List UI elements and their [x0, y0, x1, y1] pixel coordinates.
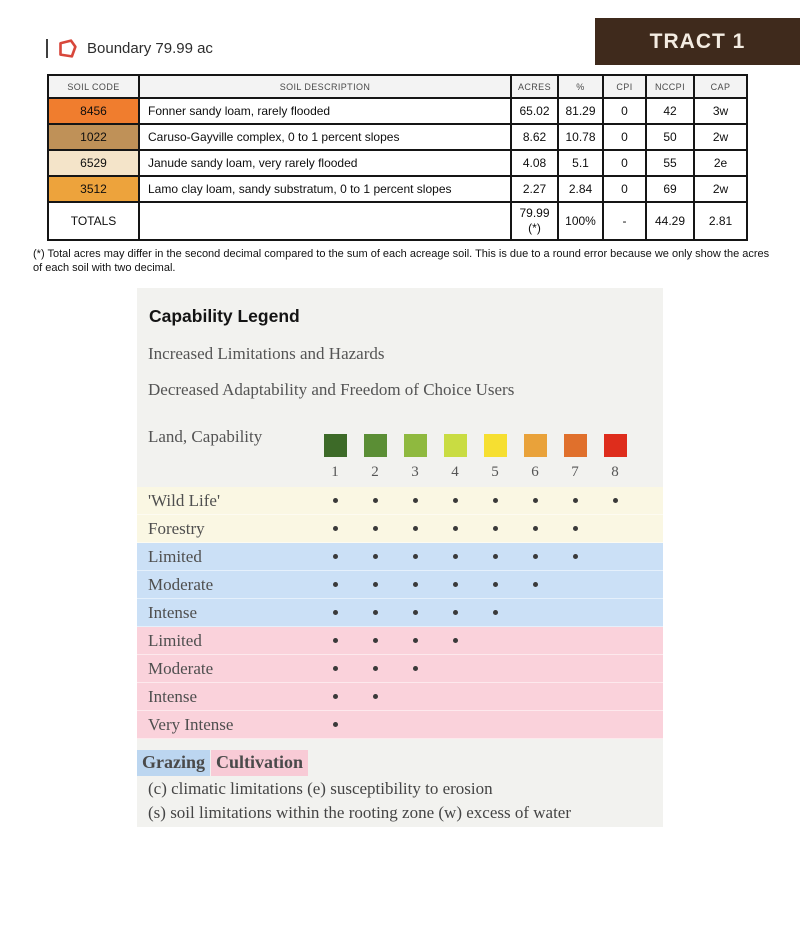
capability-dot — [413, 554, 418, 559]
header-percent: % — [558, 75, 603, 98]
cap-cell: 3w — [694, 98, 747, 124]
legend-subtitle-limitations: Increased Limitations and Hazards — [148, 344, 385, 363]
capability-dot — [333, 694, 338, 699]
dot-cell — [475, 638, 515, 643]
capability-dot — [333, 498, 338, 503]
legend-row — [137, 571, 663, 599]
capability-dot — [533, 526, 538, 531]
header-cap: CAP — [694, 75, 747, 98]
class-number-label: 3 — [411, 463, 419, 480]
dot-cell — [315, 582, 355, 587]
legend-row-dots — [315, 526, 635, 531]
percent-cell: 10.78 — [558, 124, 603, 150]
legend-row-label: Forestry — [148, 518, 205, 538]
class-color-swatch — [324, 434, 347, 457]
dot-cell — [595, 722, 635, 727]
capability-dot — [333, 722, 338, 727]
class-number-label: 4 — [451, 463, 459, 480]
legend-key-cultivation: Cultivation — [211, 750, 308, 776]
nccpi-cell: 50 — [646, 124, 694, 150]
class-number-row — [315, 462, 635, 482]
capability-dot — [453, 610, 458, 615]
header-acres: ACRES — [511, 75, 558, 98]
legend-note: (s) soil limitations within the rooting zone (w) excess of water — [148, 803, 572, 823]
dot-cell — [475, 666, 515, 671]
capability-dot — [413, 638, 418, 643]
legend-row-label: Limited — [148, 546, 202, 566]
dot-cell — [595, 610, 635, 615]
totals-percent: 100% — [558, 202, 603, 240]
capability-dot — [613, 498, 618, 503]
soil-table-header — [48, 75, 747, 98]
class-number-label: 2 — [371, 463, 379, 480]
capability-dot — [333, 610, 338, 615]
soil-row — [48, 176, 747, 202]
percent-cell: 81.29 — [558, 98, 603, 124]
dot-cell — [315, 554, 355, 559]
boundary-label: Boundary 79.99 ac — [87, 39, 213, 57]
legend-row-dots — [315, 694, 635, 699]
dot-cell — [595, 638, 635, 643]
class-number-label: 7 — [571, 463, 579, 480]
dot-cell — [555, 526, 595, 531]
dot-cell — [435, 498, 475, 503]
dot-cell — [475, 554, 515, 559]
cpi-cell: 0 — [603, 150, 646, 176]
capability-dot — [333, 526, 338, 531]
capability-dot — [573, 526, 578, 531]
soil-row — [48, 98, 747, 124]
capability-dot — [333, 582, 338, 587]
dot-cell — [395, 526, 435, 531]
nccpi-cell: 69 — [646, 176, 694, 202]
class-swatch-cell — [395, 434, 435, 457]
soil-table-foot — [48, 202, 747, 240]
dot-cell — [395, 554, 435, 559]
nccpi-cell: 55 — [646, 150, 694, 176]
cpi-cell: 0 — [603, 124, 646, 150]
legend-row-dots — [315, 582, 635, 587]
legend-rows — [137, 487, 663, 739]
class-number-label: 5 — [491, 463, 499, 480]
dot-cell — [355, 498, 395, 503]
capability-dot — [373, 554, 378, 559]
class-number-label: 8 — [611, 463, 619, 480]
acres-cell: 4.08 — [511, 150, 558, 176]
totals-row — [48, 202, 747, 240]
legend-title: Capability Legend — [149, 306, 300, 326]
capability-dot — [533, 554, 538, 559]
capability-dot — [373, 582, 378, 587]
class-swatch-cell — [435, 434, 475, 457]
totals-description — [139, 202, 511, 240]
capability-dot — [453, 498, 458, 503]
capability-legend-panel — [137, 288, 663, 827]
capability-dot — [493, 554, 498, 559]
class-swatch-cell — [595, 434, 635, 457]
capability-dot — [373, 694, 378, 699]
capability-dot — [333, 638, 338, 643]
dot-cell — [315, 666, 355, 671]
dot-cell — [395, 694, 435, 699]
dot-cell — [355, 722, 395, 727]
soil-table-body — [48, 98, 747, 202]
capability-dot — [453, 638, 458, 643]
soil-description-cell: Fonner sandy loam, rarely flooded — [139, 98, 511, 124]
dot-cell — [595, 666, 635, 671]
dot-cell — [395, 666, 435, 671]
totals-label: TOTALS — [48, 202, 139, 240]
capability-dot — [413, 526, 418, 531]
capability-dot — [413, 666, 418, 671]
legend-row — [137, 543, 663, 571]
capability-dot — [533, 582, 538, 587]
boundary-row — [46, 36, 213, 60]
dot-cell — [475, 722, 515, 727]
legend-row-label: Limited — [148, 630, 202, 650]
dot-cell — [355, 694, 395, 699]
legend-row-label: Intense — [148, 686, 198, 706]
legend-notes — [148, 778, 571, 827]
tract-title: TRACT 1 — [649, 29, 746, 53]
legend-row-dots — [315, 722, 635, 727]
legend-row-label: Intense — [148, 602, 198, 622]
dot-cell — [475, 526, 515, 531]
legend-row-label: Very Intense — [148, 714, 234, 734]
dot-cell — [355, 554, 395, 559]
class-number-label: 6 — [531, 463, 539, 480]
soil-table — [47, 74, 748, 241]
cpi-cell: 0 — [603, 98, 646, 124]
soil-description-cell: Lamo clay loam, sandy substratum, 0 to 1 percent slopes — [139, 176, 511, 202]
dot-cell — [315, 526, 355, 531]
dot-cell — [475, 610, 515, 615]
totals-nccpi: 44.29 — [646, 202, 694, 240]
soil-row — [48, 150, 747, 176]
capability-dot — [493, 498, 498, 503]
legend-row — [137, 599, 663, 627]
dot-cell — [515, 498, 555, 503]
capability-dot — [333, 666, 338, 671]
legend-note: (c) climatic limitations (e) susceptibility to erosion — [148, 779, 493, 798]
dot-cell — [315, 694, 355, 699]
dot-cell — [595, 498, 635, 503]
capability-dot — [373, 498, 378, 503]
legend-row — [137, 683, 663, 711]
percent-cell: 2.84 — [558, 176, 603, 202]
dot-cell — [555, 722, 595, 727]
soil-description-cell: Caruso-Gayville complex, 0 to 1 percent slopes — [139, 124, 511, 150]
legend-keys — [137, 750, 309, 776]
dot-cell — [475, 498, 515, 503]
dot-cell — [475, 694, 515, 699]
class-color-swatch — [564, 434, 587, 457]
dot-cell — [435, 722, 475, 727]
soil-row — [48, 124, 747, 150]
boundary-polygon-icon — [57, 38, 78, 59]
class-swatch-cell — [475, 434, 515, 457]
dot-cell — [315, 638, 355, 643]
dot-cell — [395, 610, 435, 615]
legend-row-dots — [315, 610, 635, 615]
totals-cap: 2.81 — [694, 202, 747, 240]
acres-cell: 65.02 — [511, 98, 558, 124]
dot-cell — [595, 694, 635, 699]
capability-dot — [493, 526, 498, 531]
dot-cell — [435, 610, 475, 615]
dot-cell — [435, 638, 475, 643]
soil-code-cell: 3512 — [48, 176, 139, 202]
soil-header-row — [48, 75, 747, 98]
dot-cell — [515, 610, 555, 615]
dot-cell — [515, 526, 555, 531]
acres-cell: 8.62 — [511, 124, 558, 150]
capability-dot — [493, 610, 498, 615]
dot-cell — [355, 582, 395, 587]
dot-cell — [435, 554, 475, 559]
dot-cell — [395, 722, 435, 727]
dot-cell — [595, 554, 635, 559]
legend-key-grazing: Grazing — [137, 750, 210, 776]
legend-row-label: 'Wild Life' — [148, 490, 221, 510]
divider-bar — [46, 39, 48, 58]
legend-row — [137, 655, 663, 683]
soil-description-cell: Janude sandy loam, very rarely flooded — [139, 150, 511, 176]
capability-dot — [493, 582, 498, 587]
capability-dot — [373, 638, 378, 643]
capability-dot — [373, 610, 378, 615]
acres-footnote: (*) Total acres may differ in the second decimal compared to the sum of each acreage soil. This is due to a round error because we only show the acres of each soil with two decimal. — [33, 248, 770, 275]
class-swatch-cell — [315, 434, 355, 457]
capability-dot — [373, 526, 378, 531]
capability-dot — [573, 554, 578, 559]
dot-cell — [355, 638, 395, 643]
legend-row-label: Moderate — [148, 658, 214, 678]
capability-dot — [373, 666, 378, 671]
dot-cell — [595, 582, 635, 587]
class-color-swatch — [444, 434, 467, 457]
dot-cell — [315, 610, 355, 615]
dot-cell — [555, 694, 595, 699]
dot-cell — [515, 638, 555, 643]
soil-code-cell: 1022 — [48, 124, 139, 150]
nccpi-cell: 42 — [646, 98, 694, 124]
capability-dot — [413, 498, 418, 503]
dot-cell — [435, 694, 475, 699]
dot-cell — [555, 498, 595, 503]
dot-cell — [355, 666, 395, 671]
legend-row — [137, 711, 663, 739]
cap-cell: 2w — [694, 124, 747, 150]
dot-cell — [315, 498, 355, 503]
totals-cpi: - — [603, 202, 646, 240]
capability-dot — [573, 498, 578, 503]
totals-acres: 79.99(*) — [511, 202, 558, 240]
capability-dot — [453, 582, 458, 587]
header-soil-description: SOIL DESCRIPTION — [139, 75, 511, 98]
class-swatch-cell — [555, 434, 595, 457]
header-nccpi: NCCPI — [646, 75, 694, 98]
dot-cell — [435, 582, 475, 587]
soil-code-cell: 6529 — [48, 150, 139, 176]
acres-cell: 2.27 — [511, 176, 558, 202]
dot-cell — [555, 666, 595, 671]
class-color-swatch — [484, 434, 507, 457]
dot-cell — [555, 638, 595, 643]
cpi-cell: 0 — [603, 176, 646, 202]
dot-cell — [555, 582, 595, 587]
dot-cell — [355, 526, 395, 531]
dot-cell — [395, 498, 435, 503]
header-cpi: CPI — [603, 75, 646, 98]
dot-cell — [515, 722, 555, 727]
dot-cell — [395, 582, 435, 587]
legend-row-dots — [315, 666, 635, 671]
dot-cell — [555, 554, 595, 559]
dot-cell — [435, 526, 475, 531]
dot-cell — [515, 666, 555, 671]
dot-cell — [555, 610, 595, 615]
legend-row-dots — [315, 498, 635, 503]
dot-cell — [395, 638, 435, 643]
dot-cell — [435, 666, 475, 671]
dot-cell — [515, 554, 555, 559]
legend-row — [137, 487, 663, 515]
cap-cell: 2e — [694, 150, 747, 176]
dot-cell — [595, 526, 635, 531]
capability-dot — [413, 582, 418, 587]
class-number-label: 1 — [331, 463, 339, 480]
tract-banner — [595, 18, 800, 65]
class-swatch-cell — [515, 434, 555, 457]
legend-row-dots — [315, 554, 635, 559]
class-swatch-cell — [355, 434, 395, 457]
percent-cell: 5.1 — [558, 150, 603, 176]
legend-subtitle-adaptability: Decreased Adaptability and Freedom of Choice Users — [148, 380, 515, 399]
capability-dot — [453, 554, 458, 559]
capability-dot — [333, 554, 338, 559]
class-color-swatch — [404, 434, 427, 457]
legend-row-label: Moderate — [148, 574, 214, 594]
capability-dot — [453, 526, 458, 531]
class-color-swatch — [524, 434, 547, 457]
legend-axis-label: Land, Capability — [148, 427, 263, 446]
dot-cell — [515, 582, 555, 587]
class-color-swatch — [604, 434, 627, 457]
legend-row — [137, 515, 663, 543]
capability-dot — [413, 610, 418, 615]
dot-cell — [475, 582, 515, 587]
legend-row-dots — [315, 638, 635, 643]
soil-code-cell: 8456 — [48, 98, 139, 124]
legend-row — [137, 627, 663, 655]
dot-cell — [315, 722, 355, 727]
class-swatch-row — [315, 434, 635, 457]
capability-dot — [533, 498, 538, 503]
header-soil-code: SOIL CODE — [48, 75, 139, 98]
cap-cell: 2w — [694, 176, 747, 202]
dot-cell — [355, 610, 395, 615]
class-color-swatch — [364, 434, 387, 457]
dot-cell — [515, 694, 555, 699]
